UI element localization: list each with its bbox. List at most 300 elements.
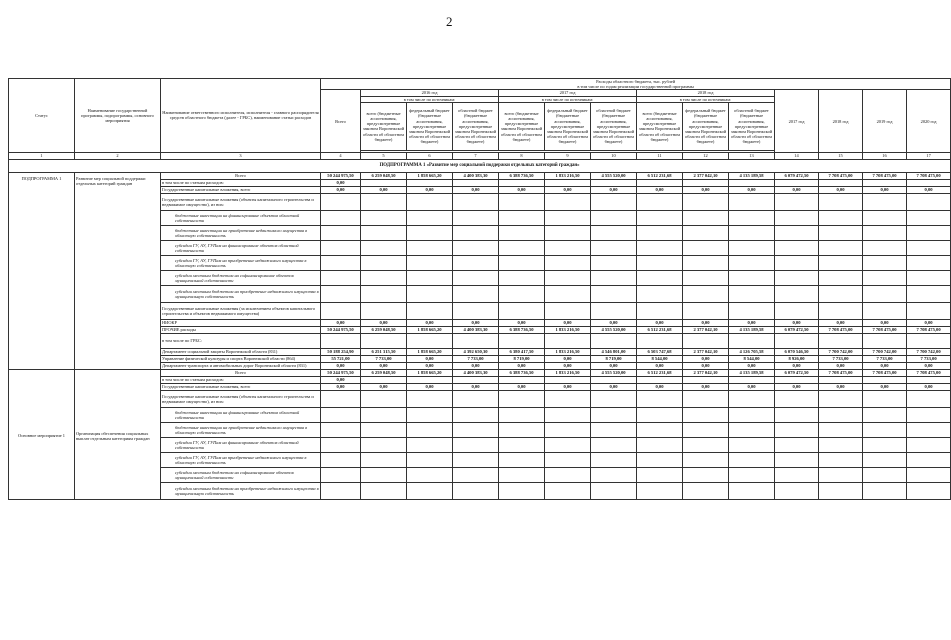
value-cell [863, 333, 907, 348]
row-label: бюджетные инвестиции на финансирование объектов областной собственности [161, 407, 321, 422]
value-cell: 0,00 [453, 383, 499, 390]
value-cell [407, 407, 453, 422]
value-cell: 0,00 [321, 383, 361, 390]
value-cell: 0,00 [907, 186, 951, 193]
value-cell [863, 270, 907, 285]
row-label: НИОКР [161, 319, 321, 326]
value-cell: 2 377 042,10 [683, 348, 729, 355]
value-cell [499, 437, 545, 452]
value-cell [819, 193, 863, 210]
value-cell [545, 193, 591, 210]
value-cell [729, 467, 775, 482]
value-cell [407, 240, 453, 255]
value-cell: 1 833 216,50 [545, 326, 591, 333]
value-cell [499, 302, 545, 319]
value-cell [729, 255, 775, 270]
value-cell [729, 302, 775, 319]
value-cell: 0,00 [545, 362, 591, 369]
value-cell [361, 333, 407, 348]
value-cell [545, 179, 591, 186]
value-cell [321, 285, 361, 302]
value-cell [907, 422, 951, 437]
value-cell: 0,00 [499, 186, 545, 193]
value-cell: 0,00 [499, 383, 545, 390]
row-label: субсидии местным бюджетам на приобретение недвижимого имущества в муниципальную собственность [161, 285, 321, 302]
header-status: Статус [9, 79, 75, 153]
value-cell: 4 392 650,30 [453, 348, 499, 355]
row-label: субсидии ГУ, АУ, ГУПам на приобретение недвижимого имущества в областную собственность [161, 255, 321, 270]
value-cell: 0,00 [361, 186, 407, 193]
header-obl-2018: областной бюджет (бюджетные ассигнования, предусмотренные законом Воронежской области об областном бюджете) [729, 102, 775, 150]
value-cell: 7 733,00 [819, 355, 863, 362]
value-cell: 0,00 [591, 319, 637, 326]
value-cell [907, 179, 951, 186]
value-cell [361, 467, 407, 482]
value-cell: 4 555 520,00 [591, 369, 637, 376]
value-cell [863, 179, 907, 186]
value-cell [775, 333, 819, 348]
value-cell [453, 437, 499, 452]
value-cell: 0,00 [637, 319, 683, 326]
value-cell [407, 482, 453, 499]
value-cell [637, 302, 683, 319]
row-label: Управление физической культуры и спорта Воронежской области (864) [161, 355, 321, 362]
value-cell: 0,00 [499, 319, 545, 326]
column-number-cell: 15 [819, 152, 863, 159]
value-cell [819, 255, 863, 270]
value-cell: 6 079 472,50 [775, 326, 819, 333]
value-cell [499, 422, 545, 437]
value-cell [819, 285, 863, 302]
value-cell [729, 179, 775, 186]
value-cell: 1 833 216,50 [545, 348, 591, 355]
value-cell [819, 437, 863, 452]
value-cell [683, 285, 729, 302]
value-cell: 7 733,00 [907, 355, 951, 362]
value-cell [683, 482, 729, 499]
value-cell: 6 070 546,50 [775, 348, 819, 355]
subprogram-title: ПОДПРОГРАММА 1 «Развитие мер социальной поддержки отдельных категорий граждан» [9, 159, 951, 172]
value-cell [361, 193, 407, 210]
value-cell: 4 126 705,58 [729, 348, 775, 355]
value-cell [591, 452, 637, 467]
column-number-cell: 13 [729, 152, 775, 159]
value-cell [729, 422, 775, 437]
value-cell [499, 452, 545, 467]
value-cell: 1 858 665,20 [407, 326, 453, 333]
value-cell [637, 452, 683, 467]
value-cell [321, 255, 361, 270]
value-cell [775, 270, 819, 285]
value-cell: 0,00 [683, 355, 729, 362]
value-cell [907, 376, 951, 383]
value-cell [775, 422, 819, 437]
value-cell [683, 407, 729, 422]
header-sources-2016: в том числе по источникам: [361, 96, 499, 102]
value-cell [775, 255, 819, 270]
value-cell [591, 270, 637, 285]
value-cell [907, 225, 951, 240]
value-cell: 0,00 [321, 179, 361, 186]
header-top-title: Расходы областного бюджета, тыс. рублей в том числе по годам реализации государственной программы [321, 79, 951, 90]
header-all-2018: всего (бюджетные ассигнования, предусмотренные законом Воронежской области об областном бюджете) [637, 102, 683, 150]
value-cell [729, 482, 775, 499]
value-cell [407, 255, 453, 270]
column-number-cell: 1 [9, 152, 75, 159]
value-cell [591, 210, 637, 225]
value-cell: 0,00 [407, 383, 453, 390]
value-cell [407, 302, 453, 319]
value-cell: 0,00 [819, 362, 863, 369]
value-cell [683, 210, 729, 225]
value-cell [453, 225, 499, 240]
value-cell [729, 225, 775, 240]
value-cell [361, 270, 407, 285]
value-cell [453, 302, 499, 319]
value-cell [637, 407, 683, 422]
value-cell [591, 240, 637, 255]
value-cell [545, 376, 591, 383]
value-cell: 7 700 742,00 [863, 348, 907, 355]
row-label: Государственные капитальные вложения (объекты капитального строительства и недвижимое имущество), из них: [161, 390, 321, 407]
value-cell [361, 225, 407, 240]
value-cell [683, 240, 729, 255]
value-cell: 6 259 048,50 [361, 326, 407, 333]
value-cell: 0,00 [683, 383, 729, 390]
value-cell: 7 708 475,00 [863, 326, 907, 333]
value-cell [321, 225, 361, 240]
value-cell: 0,00 [321, 362, 361, 369]
value-cell [819, 467, 863, 482]
value-cell: 4 135 189,58 [729, 369, 775, 376]
value-cell [863, 210, 907, 225]
value-cell [819, 302, 863, 319]
value-cell: 0,00 [321, 319, 361, 326]
value-cell [453, 482, 499, 499]
value-cell: 0,00 [863, 319, 907, 326]
value-cell [683, 193, 729, 210]
row-label: Государственные капитальные вложения (объекты капитального строительства и недвижимое имущество), из них: [161, 193, 321, 210]
value-cell [907, 240, 951, 255]
value-cell: 0,00 [907, 319, 951, 326]
value-cell: 6 388 736,50 [499, 172, 545, 179]
value-cell: 1 833 216,50 [545, 369, 591, 376]
value-cell [907, 390, 951, 407]
value-cell [361, 452, 407, 467]
value-cell [361, 482, 407, 499]
value-cell: 0,00 [545, 355, 591, 362]
header-year-2017b: 2017 год [775, 90, 819, 152]
value-cell: 0,00 [907, 383, 951, 390]
value-cell [907, 467, 951, 482]
value-cell [907, 437, 951, 452]
value-cell [361, 255, 407, 270]
value-cell: 4 400 383,30 [453, 326, 499, 333]
row-label: субсидии ГУ, АУ, ГУПам на приобретение недвижимого имущества в областную собственность [161, 452, 321, 467]
value-cell [453, 376, 499, 383]
value-cell: 0,00 [683, 362, 729, 369]
value-cell [683, 255, 729, 270]
value-cell [591, 437, 637, 452]
row-label: Департамент транспорта и автомобильных дорог Воронежской области (831) [161, 362, 321, 369]
value-cell [775, 407, 819, 422]
value-cell [591, 422, 637, 437]
value-cell [453, 407, 499, 422]
header-all-2017: всего (бюджетные ассигнования, предусмотренные законом Воронежской области об областном бюджете) [499, 102, 545, 150]
value-cell [361, 240, 407, 255]
value-cell [591, 285, 637, 302]
value-cell [907, 255, 951, 270]
value-cell [863, 255, 907, 270]
value-cell [819, 452, 863, 467]
value-cell [321, 482, 361, 499]
value-cell: 0,00 [775, 186, 819, 193]
value-cell [321, 302, 361, 319]
value-cell [637, 179, 683, 186]
value-cell [453, 193, 499, 210]
budget-table [8, 78, 951, 500]
value-cell [683, 179, 729, 186]
value-cell [729, 270, 775, 285]
row-label: Государственные капитальные вложения (за исключением объектов капитального строительства и объектов недвижимого имущества) [161, 302, 321, 319]
main-activity-1-block [9, 369, 951, 499]
value-cell [321, 452, 361, 467]
value-cell: 0,00 [591, 186, 637, 193]
value-cell [499, 270, 545, 285]
value-cell [775, 390, 819, 407]
value-cell: 4 555 520,00 [591, 326, 637, 333]
value-cell [729, 437, 775, 452]
value-cell [637, 270, 683, 285]
value-cell [637, 210, 683, 225]
value-cell [819, 270, 863, 285]
row-label: в том числе по статьям расходов: [161, 179, 321, 186]
value-cell: 6 079 472,50 [775, 172, 819, 179]
column-number-cell: 8 [499, 152, 545, 159]
value-cell [545, 270, 591, 285]
value-cell: 7 733,00 [453, 355, 499, 362]
value-cell [907, 285, 951, 302]
value-cell [637, 376, 683, 383]
value-cell [907, 193, 951, 210]
value-cell [729, 285, 775, 302]
value-cell [361, 302, 407, 319]
value-cell [907, 452, 951, 467]
column-number-cell: 2 [75, 152, 161, 159]
header-sources-2018: в том числе по источникам: [637, 96, 775, 102]
value-cell [637, 225, 683, 240]
value-cell [907, 270, 951, 285]
value-cell [863, 193, 907, 210]
value-cell: 7 708 475,00 [907, 369, 951, 376]
value-cell: 0,00 [775, 362, 819, 369]
value-cell [775, 225, 819, 240]
value-cell: 2 377 042,10 [683, 326, 729, 333]
table-row [9, 369, 951, 376]
value-cell [361, 422, 407, 437]
value-cell [819, 179, 863, 186]
value-cell [361, 390, 407, 407]
value-cell [775, 482, 819, 499]
value-cell: 4 400 383,30 [453, 369, 499, 376]
value-cell [863, 407, 907, 422]
value-cell: 0,00 [683, 186, 729, 193]
value-cell [407, 333, 453, 348]
value-cell [499, 240, 545, 255]
value-cell [729, 407, 775, 422]
value-cell [819, 376, 863, 383]
value-cell: 0,00 [407, 186, 453, 193]
value-cell: 0,00 [545, 383, 591, 390]
value-cell: 6 388 736,50 [499, 369, 545, 376]
value-cell [591, 376, 637, 383]
column-number-cell: 11 [637, 152, 683, 159]
value-cell: 8 544,00 [729, 355, 775, 362]
value-cell: 0,00 [407, 362, 453, 369]
value-cell [591, 407, 637, 422]
value-cell [591, 390, 637, 407]
column-number-cell: 3 [161, 152, 321, 159]
value-cell [499, 255, 545, 270]
value-cell: 0,00 [545, 186, 591, 193]
value-cell [321, 390, 361, 407]
row-label: субсидии местным бюджетам на приобретение недвижимого имущества в муниципальную собственность [161, 482, 321, 499]
value-cell [775, 452, 819, 467]
value-cell [819, 225, 863, 240]
value-cell [591, 255, 637, 270]
value-cell: 0,00 [729, 362, 775, 369]
value-cell [819, 210, 863, 225]
row-label: субсидии местным бюджетам на софинансирование объектов муниципальной собственности [161, 467, 321, 482]
value-cell: 7 708 475,00 [907, 326, 951, 333]
value-cell: 0,00 [453, 186, 499, 193]
header-program-name: Наименование государственной программы, подпрограммы, основного мероприятия [75, 79, 161, 153]
value-cell [637, 422, 683, 437]
value-cell [637, 390, 683, 407]
value-cell [637, 467, 683, 482]
value-cell [499, 225, 545, 240]
value-cell [407, 467, 453, 482]
value-cell: 6 503 747,68 [637, 348, 683, 355]
value-cell: 0,00 [637, 186, 683, 193]
value-cell [775, 193, 819, 210]
table-row [9, 172, 951, 179]
value-cell: 6 512 231,68 [637, 369, 683, 376]
value-cell: 6 388 736,50 [499, 326, 545, 333]
value-cell [321, 270, 361, 285]
value-cell [863, 376, 907, 383]
header-sources-2017: в том числе по источникам: [499, 96, 637, 102]
value-cell [321, 407, 361, 422]
value-cell [499, 333, 545, 348]
value-cell: 0,00 [499, 362, 545, 369]
value-cell [819, 422, 863, 437]
value-cell [729, 452, 775, 467]
value-cell [863, 482, 907, 499]
value-cell [683, 302, 729, 319]
value-cell [819, 482, 863, 499]
value-cell: 6 079 472,50 [775, 369, 819, 376]
value-cell: 0,00 [545, 319, 591, 326]
value-cell [361, 376, 407, 383]
value-cell: 0,00 [729, 319, 775, 326]
value-cell [407, 210, 453, 225]
value-cell [453, 179, 499, 186]
value-cell [863, 437, 907, 452]
column-number-cell: 12 [683, 152, 729, 159]
value-cell [775, 437, 819, 452]
value-cell [591, 467, 637, 482]
value-cell: 8 926,00 [775, 355, 819, 362]
value-cell: 0,00 [775, 319, 819, 326]
row-label: Государственные капитальные вложения, всего [161, 186, 321, 193]
value-cell [819, 333, 863, 348]
value-cell [775, 285, 819, 302]
row-program-name: Развитие мер социальной поддержки отдельных категорий граждан [75, 172, 161, 369]
value-cell [775, 210, 819, 225]
value-cell [907, 482, 951, 499]
value-cell [499, 467, 545, 482]
value-cell: 0,00 [819, 319, 863, 326]
column-number-cell: 14 [775, 152, 819, 159]
column-number-cell: 10 [591, 152, 637, 159]
value-cell: 0,00 [361, 319, 407, 326]
value-cell: 7 708 475,00 [819, 369, 863, 376]
value-cell [591, 482, 637, 499]
column-number-cell: 6 [407, 152, 453, 159]
value-cell [499, 390, 545, 407]
value-cell: 0,00 [907, 362, 951, 369]
value-cell [545, 437, 591, 452]
row-label: Государственные капитальные вложения, всего [161, 383, 321, 390]
value-cell [683, 225, 729, 240]
value-cell: 0,00 [591, 362, 637, 369]
value-cell: 0,00 [361, 362, 407, 369]
value-cell: 1 858 665,20 [407, 348, 453, 355]
value-cell: 7 708 475,00 [863, 369, 907, 376]
value-cell [683, 452, 729, 467]
value-cell: 4 135 189,58 [729, 326, 775, 333]
value-cell [545, 467, 591, 482]
value-cell: 0,00 [453, 319, 499, 326]
value-cell: 6 259 048,50 [361, 172, 407, 179]
value-cell [321, 437, 361, 452]
value-cell [407, 225, 453, 240]
value-cell: 8 544,00 [637, 355, 683, 362]
value-cell [545, 333, 591, 348]
value-cell [775, 376, 819, 383]
value-cell [407, 452, 453, 467]
row-label: бюджетные инвестиции на приобретение недвижимого имущества в областную собственность [161, 225, 321, 240]
row-label: Департамент социальной защиты Воронежской области (831) [161, 348, 321, 355]
value-cell: 0,00 [361, 383, 407, 390]
value-cell [683, 467, 729, 482]
header-responsible: Наименование ответственного исполнителя, исполнителя - главного распорядителя средств областного бюджета (далее - ГРБС), наименование статьи расходов [161, 79, 321, 153]
header-total: Всего [321, 90, 361, 152]
value-cell [499, 210, 545, 225]
value-cell [637, 255, 683, 270]
value-cell: 0,00 [591, 383, 637, 390]
value-cell [907, 333, 951, 348]
value-cell [545, 285, 591, 302]
value-cell [637, 482, 683, 499]
value-cell [863, 422, 907, 437]
value-cell: 50 244 975,50 [321, 172, 361, 179]
value-cell [453, 270, 499, 285]
value-cell: 1 858 665,20 [407, 172, 453, 179]
value-cell [407, 285, 453, 302]
value-cell [407, 437, 453, 452]
